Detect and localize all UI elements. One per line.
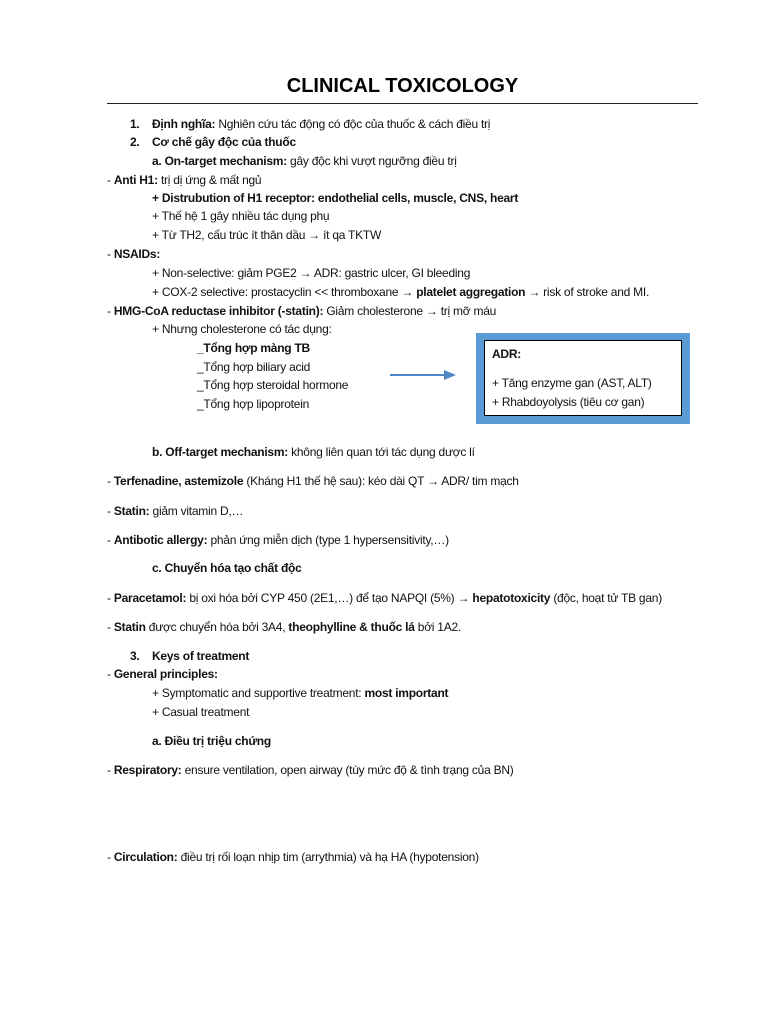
item-mechanism <box>130 134 296 150</box>
sub-point: _Tổng hợp steroidal hormone <box>197 378 349 392</box>
subheading-on-target <box>152 153 457 169</box>
item-label: Định nghĩa: <box>152 117 216 131</box>
dash: - <box>107 763 111 777</box>
entry-text: (độc, hoạt tử TB gan) <box>553 591 662 605</box>
item-label: Keys of treatment <box>152 649 250 663</box>
entry-hmg-coa <box>107 303 496 319</box>
bullet-point: + Non-selective: giảm PGE2 → ADR: gastric ulcer, GI bleeding <box>152 266 471 280</box>
item-keys-of-treatment <box>130 648 249 664</box>
entry-label: Statin <box>113 620 146 634</box>
item-number: 3. <box>130 649 140 663</box>
entry-label: Terfenadine, astemizole <box>113 474 244 488</box>
adr-title: ADR: <box>492 347 521 361</box>
item-definition <box>130 116 490 132</box>
entry-paracetamol <box>107 590 662 606</box>
entry-emphasis: theophylline & thuốc lá <box>288 620 415 634</box>
entry-label: Paracetamol: <box>113 591 187 605</box>
entry-label: Statin: <box>113 504 150 518</box>
bullet-text: → risk of stroke and MI. <box>528 285 650 299</box>
entry-respiratory <box>107 762 514 778</box>
dash: - <box>107 304 111 318</box>
bullet-point: + Từ TH2, cấu trúc ít thân dầu → ít qa TKTW <box>152 228 382 242</box>
entry-text: (Kháng H1 thế hệ sau): kéo dài QT → ADR/ tim mạch <box>246 474 519 488</box>
entry-label: Circulation: <box>113 850 178 864</box>
adr-item: + Tăng enzyme gan (AST, ALT) <box>492 376 652 390</box>
entry-text: điều trị rối loạn nhịp tim (arrythmia) và hạ HA (hypotension) <box>180 850 479 864</box>
sub-point: _Tổng hợp biliary acid <box>197 360 311 374</box>
adr-callout-inner <box>484 340 682 416</box>
entry-general-principles <box>107 666 218 682</box>
dash: - <box>107 620 111 634</box>
entry-statin-metabolism <box>107 619 461 635</box>
dash: - <box>107 591 111 605</box>
entry-label: Anti H1: <box>113 173 158 187</box>
entry-text: phản ứng miễn dịch (type 1 hypersensitivity,…) <box>210 533 449 547</box>
adr-item: + Rhabdoyolysis (tiêu cơ gan) <box>492 395 645 409</box>
dash: - <box>107 173 111 187</box>
entry-text: trị dị ứng & mất ngủ <box>160 173 262 187</box>
dash: - <box>107 533 111 547</box>
bullet-point: + Thế hệ 1 gây nhiều tác dụng phụ <box>152 209 330 223</box>
bullet-emphasis: most important <box>364 686 449 700</box>
dash: - <box>107 504 111 518</box>
entry-label: NSAIDs: <box>113 247 161 261</box>
entry-text: bị oxi hóa bởi CYP 450 (2E1,…) để tạo NAPQI (5%) → <box>189 591 470 605</box>
subheading-label: b. Off-target mechanism: <box>152 445 289 459</box>
right-arrow-icon <box>388 368 458 382</box>
entry-circulation <box>107 849 479 865</box>
bullet-point: + Casual treatment <box>152 705 250 719</box>
entry-terfenadine <box>107 473 519 489</box>
entry-label: General principles: <box>113 667 218 681</box>
entry-label: Respiratory: <box>113 763 182 777</box>
entry-text: Giảm cholesterone → trị mỡ máu <box>326 304 497 318</box>
entry-nsaids <box>107 246 160 262</box>
bullet-text: + COX-2 selective: prostacyclin << thromboxane → <box>152 285 414 299</box>
bullet-emphasis: platelet aggregation <box>416 285 526 299</box>
entry-text: ensure ventilation, open airway (tùy mức độ & tình trạng của BN) <box>184 763 514 777</box>
subheading-metabolism: c. Chuyển hóa tạo chất độc <box>152 561 302 575</box>
dash: - <box>107 474 111 488</box>
entry-text: được chuyển hóa bởi 3A4, <box>148 620 286 634</box>
entry-label: Antibotic allergy: <box>113 533 208 547</box>
bullet-point-cox2 <box>152 284 649 300</box>
dash: - <box>107 247 111 261</box>
entry-text: bởi 1A2. <box>417 620 461 634</box>
entry-anti-h1 <box>107 172 261 188</box>
subheading-text: gây độc khi vượt ngưỡng điều trị <box>290 154 457 168</box>
arrow-head <box>444 370 456 380</box>
bullet-point: + Distrubution of H1 receptor: endothelial cells, muscle, CNS, heart <box>152 191 519 205</box>
entry-label: HMG-CoA reductase inhibitor (-statin): <box>113 304 324 318</box>
sub-point: _Tổng hợp màng TB <box>197 341 310 355</box>
bullet-point: + Nhưng cholesterone có tác dụng: <box>152 322 332 336</box>
document-title: CLINICAL TOXICOLOGY <box>286 75 519 97</box>
subheading-off-target <box>152 444 475 460</box>
dash: - <box>107 850 111 864</box>
entry-emphasis: hepatotoxicity <box>472 591 551 605</box>
subheading-label: a. On-target mechanism: <box>152 154 287 168</box>
item-number: 1. <box>130 117 140 131</box>
sub-point: _Tổng hợp lipoprotein <box>197 397 310 411</box>
dash: - <box>107 667 111 681</box>
entry-statin-vitamin-d <box>107 503 243 519</box>
item-label: Cơ chế gây độc của thuốc <box>152 135 296 149</box>
item-number: 2. <box>130 135 140 149</box>
bullet-text: + Symptomatic and supportive treatment: <box>152 686 362 700</box>
entry-antibiotic-allergy <box>107 532 449 548</box>
title-underline <box>107 103 698 104</box>
entry-text: giảm vitamin D,… <box>152 504 244 518</box>
bullet-point-symptomatic <box>152 685 448 701</box>
subheading-symptom-treatment: a. Điều trị triệu chứng <box>152 734 271 748</box>
subheading-text: không liên quan tới tác dụng dược lí <box>291 445 475 459</box>
adr-callout-box <box>476 333 690 424</box>
item-text: Nghiên cứu tác động có độc của thuốc & cách điều trị <box>218 117 491 131</box>
